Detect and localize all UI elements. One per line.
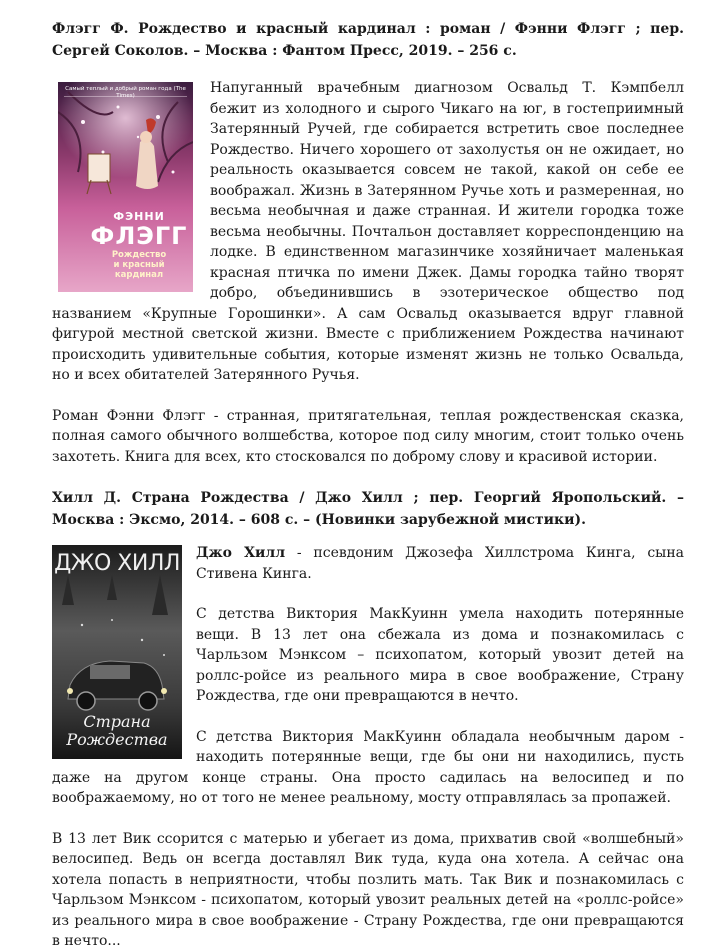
book2-cover-title-1: Страна <box>83 713 151 731</box>
book2-intro-text: - псевдоним Джозефа Хиллстрома Кинга, сына Стивена Кинга. <box>196 545 684 582</box>
book1-paragraph-1: Напуганный врачебным диагнозом Освальд Т. Кэмпбелл бежит из холодного и сырого Чикаго на юг, в гостеприимный Затерянный Ручей, где собирается встретить свое последнее Рождество. Ничего хорошего от захолустья он не ожидает, но реальность оказывается совсем не такой, какой он себе ее воображал. Жизнь в Затерянном Ручье хоть и размеренная, но весьма необычная и даже странная. И жители городка тоже весьма необычны. Почтальон доставляет корреспонденцию на лодке. В единственном магазинчике хозяйничает маленькая красная птичка по имени Джек. Дамы городка тайно творят добро, объединившись в эзотерическое общество под названием «Крупные Горошинки». А сам Освальд оказывается вдруг главной фигурой местной светской жизни. Вместе с приближением Рождества начинают происходить удивительные события, которые изменят жизнь не только Освальда, но и всех обитателей Затерянного Ручья. <box>52 80 684 383</box>
book1-cover-author-last: ФЛЭГГ <box>90 222 188 250</box>
book1-cover-title-1: Рождество <box>111 250 167 260</box>
book2-heading: Хилл Д. Страна Рождества / Джо Хилл ; пер. Георгий Яропольский. – Москва : Эксмо, 2014. – 608 с. – (Новинки зарубежной мистики). <box>52 490 684 528</box>
book2-intro-author: Джо Хилл <box>196 545 286 561</box>
book2-paragraph-2: С детства Виктория МакКуинн обладала необычным даром - находить потерянные вещи, где бы они ни находились, пусть даже на другом конце страны. Она просто садилась на велосипед и по воображаемому, но от того не менее реальному, мосту отправлялась за пропажей. <box>52 728 684 806</box>
document-page <box>52 18 684 952</box>
book1-cover-author-first: ФЭННИ <box>113 210 165 223</box>
book1-cover-image <box>58 82 193 292</box>
book2-paragraph-1: С детства Виктория МакКуинн умела находить потерянные вещи. В 13 лет она сбежала из дома и познакомилась с Чарльзом Мэнксом – психопатом, который увозит детей на роллс-ройсе из реального мира в свое воображение, Страну Рождества, где они превращаются в нечто. <box>196 606 684 704</box>
book1-paragraph-2: Роман Фэнни Флэгг - странная, притягательная, теплая рождественская сказка, полная самого обычного волшебства, которое под силу многим, стоит только очень захотеть. Книга для всех, кто стосковался по доброму слову и красивой истории. <box>52 407 684 465</box>
book2-paragraph-3: В 13 лет Вик ссорится с матерью и убегает из дома, прихватив свой «волшебный» велосипед. Ведь он всегда доставлял Вик туда, куда она хотела. А сейчас она хотела попасть в неприятности, чтобы позлить мать. Так Вик и познакомилась с Чарльзом Мэнксом - психопатом, который увозит реальных детей на «роллс-ройсе» из реального мира в свое воображение - Страну Рождества, где они превращаются в нечто... <box>52 830 684 949</box>
book1-cover-title-2: и красный кардинал <box>113 260 165 280</box>
book2-cover-title-2: Рождества <box>66 730 168 749</box>
book2-cover-author: ДЖО ХИЛЛ <box>54 551 180 576</box>
book2-cover-image <box>52 545 182 759</box>
book1-heading: Флэгг Ф. Рождество и красный кардинал : роман / Фэнни Флэгг ; пер. Сергей Соколов. – Москва : Фантом Пресс, 2019. – 256 с. <box>52 21 684 59</box>
book1-cover-tagline: Самый теплый и добрый роман года (The Times) <box>65 86 186 98</box>
